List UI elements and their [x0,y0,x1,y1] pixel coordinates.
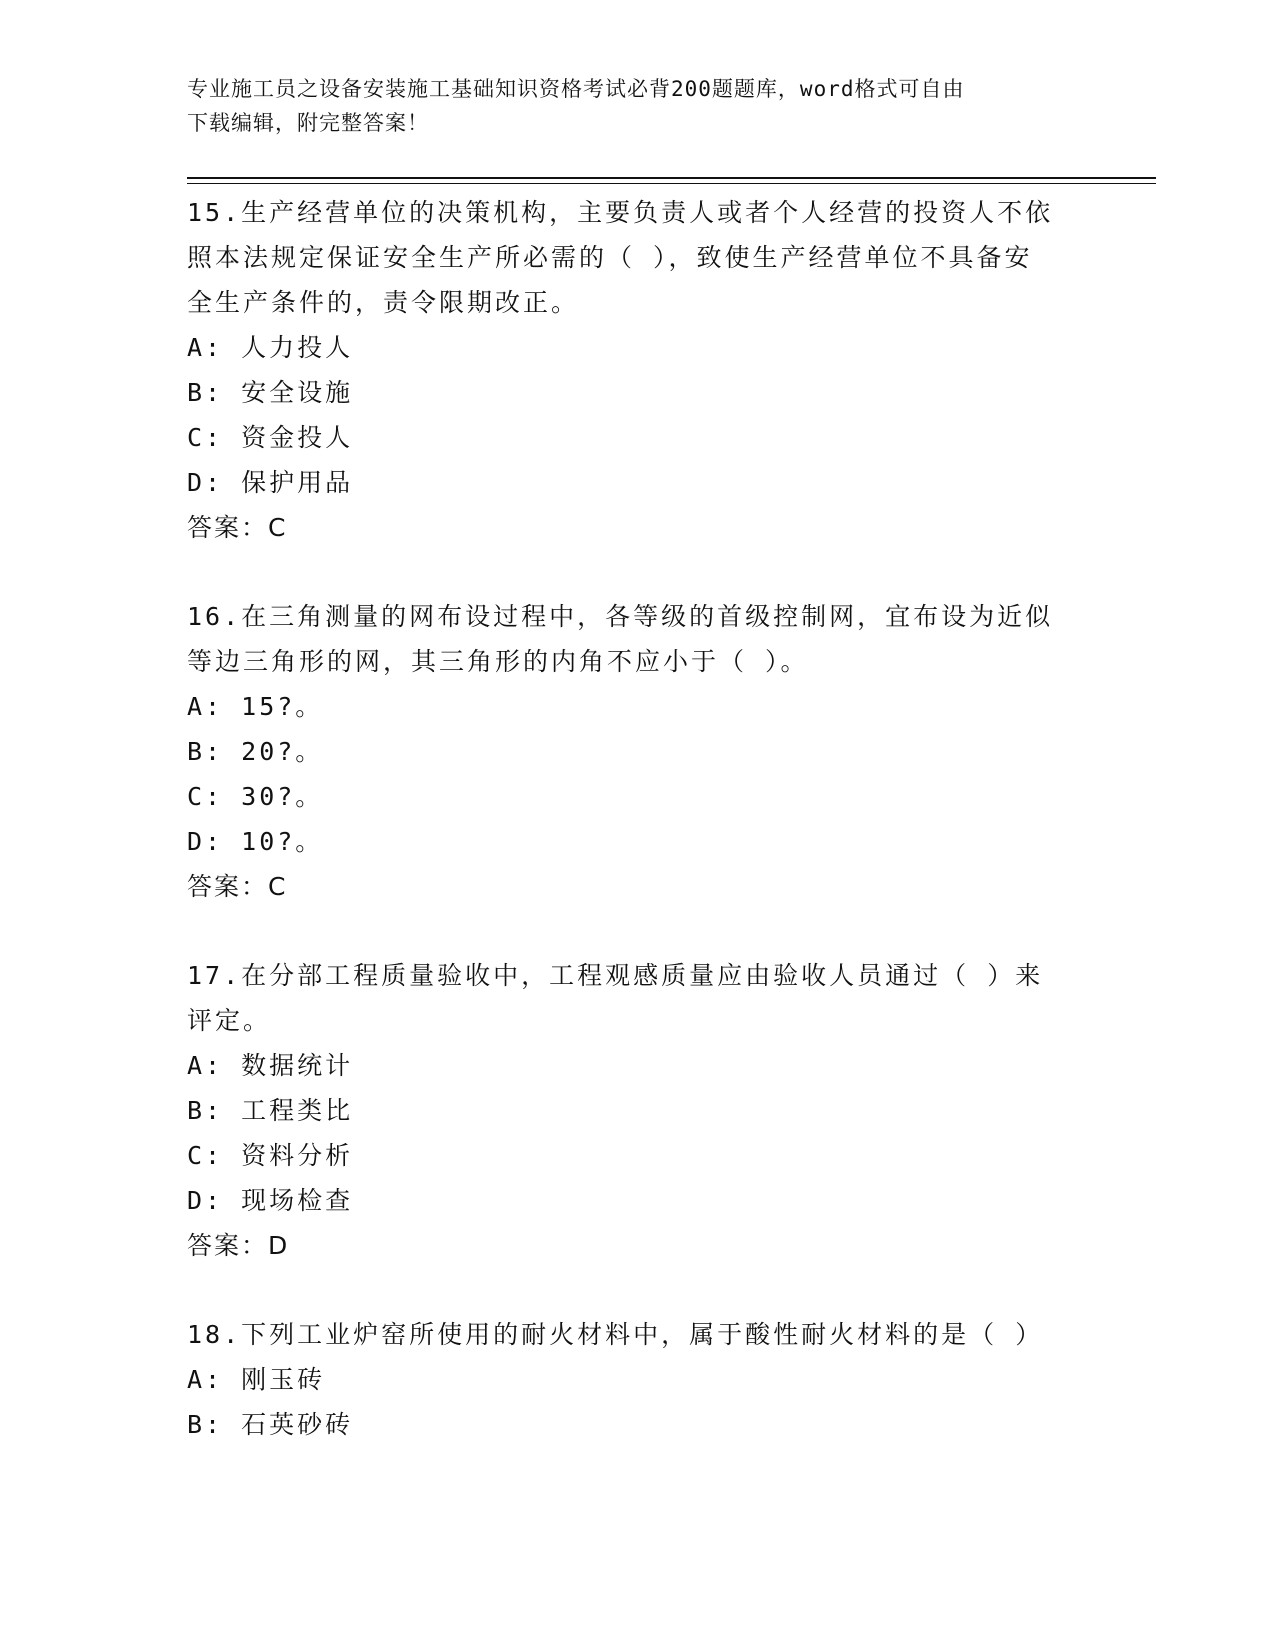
question-list [187,190,1087,1447]
stem-line: 15.生产经营单位的决策机构，主要负责人或者个人经营的投资人不依 [187,198,1054,227]
stem-line: 17.在分部工程质量验收中，工程观感质量应由验收人员通过（ ）来 [187,961,1044,990]
option-a: A: 15?。 [187,692,324,721]
option-c: C: 资料分析 [187,1141,354,1170]
option-b: B: 20?。 [187,737,324,766]
document-header [187,72,1067,140]
question-stem [187,953,1087,1043]
question-stem [187,1312,1087,1357]
question-16 [187,594,1087,909]
question-18 [187,1312,1087,1447]
option-c: C: 资金投人 [187,423,354,452]
stem-line: 16.在三角测量的网布设过程中，各等级的首级控制网，宜布设为近似 [187,602,1054,631]
option-d: D: 保护用品 [187,468,354,497]
question-stem [187,594,1087,684]
stem-line: 等边三角形的网，其三角形的内角不应小于（ ）。 [187,647,809,676]
header-title-line-1: 专业施工员之设备安装施工基础知识资格考试必背200题题库，word格式可自由 [187,77,965,101]
question-15 [187,190,1087,550]
stem-line: 全生产条件的，责令限期改正。 [187,288,580,317]
option-a: A: 刚玉砖 [187,1365,326,1394]
header-divider [187,177,1156,179]
option-d: D: 10?。 [187,827,324,856]
option-c: C: 30?。 [187,782,324,811]
question-17 [187,953,1087,1268]
header-divider-thin [187,183,1156,184]
option-b: B: 石英砂砖 [187,1410,354,1439]
stem-line: 评定。 [187,1006,272,1035]
option-a: A: 数据统计 [187,1051,354,1080]
question-stem [187,190,1087,325]
stem-line: 照本法规定保证安全生产所必需的（ ），致使生产经营单位不具备安 [187,243,1033,272]
option-d: D: 现场检查 [187,1186,354,1215]
option-a: A: 人力投人 [187,333,354,362]
header-title-line-2: 下载编辑，附完整答案！ [187,111,429,135]
option-b: B: 安全设施 [187,378,354,407]
answer: 答案：C [187,872,288,901]
answer: 答案：C [187,513,288,542]
stem-line: 18.下列工业炉窑所使用的耐火材料中，属于酸性耐火材料的是（ ） [187,1320,1044,1349]
answer: 答案：D [187,1231,290,1260]
option-b: B: 工程类比 [187,1096,354,1125]
